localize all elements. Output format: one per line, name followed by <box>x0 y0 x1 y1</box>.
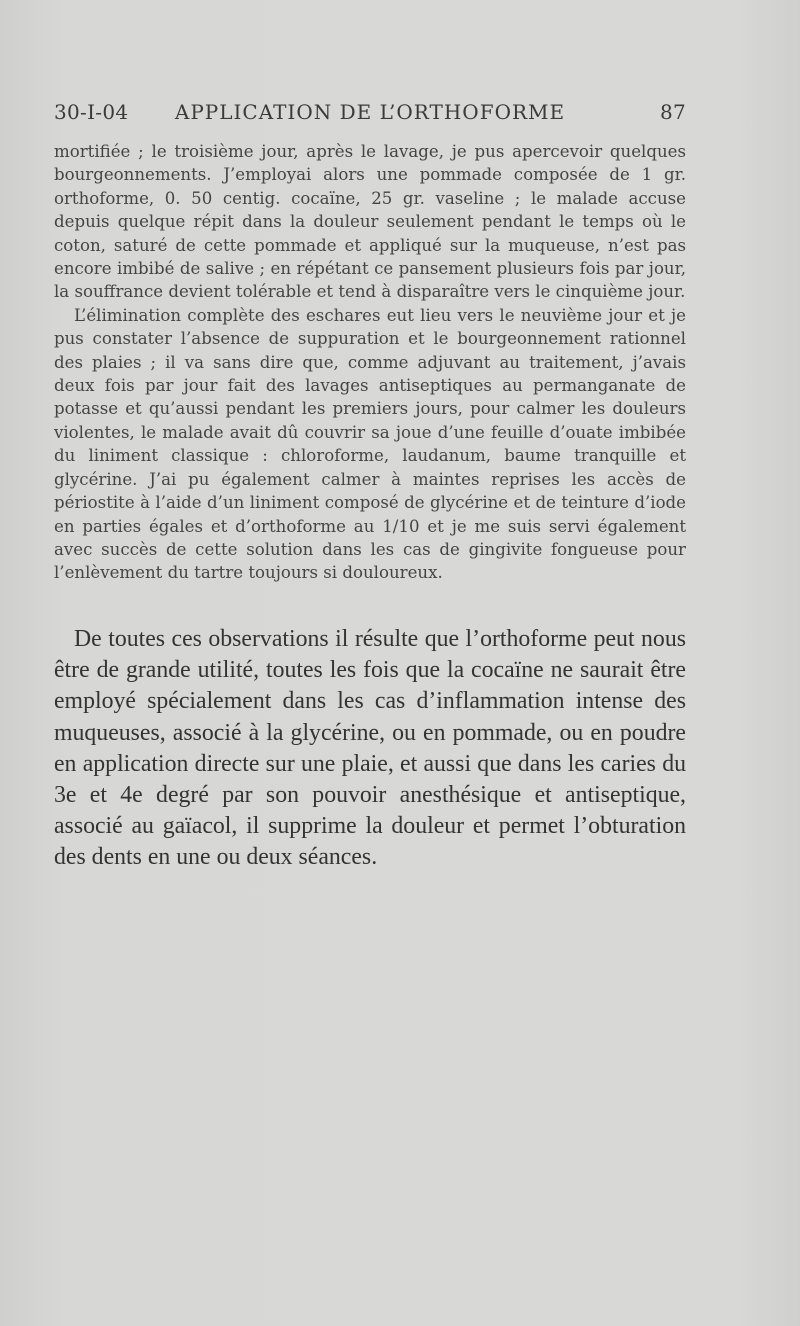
paragraph-elimination: L’élimination complète des eschares eut lieu vers le neuvième jour et je pus constater l’absence de suppuration et le bourgeonnement rationnel des plaies ; il va sans dire que, comme adjuvant au traitement, j’avais deux fois par jour fait des lavages antiseptiques au permanganate de potasse et qu’aussi pendant les premiers jours, pour calmer les douleurs violentes, le malade avait dû couvrir sa joue d’une feuille d’ouate imbibée du liniment classique : chloroforme, laudanum, baume tranquille et glycérine. J’ai pu également calmer à maintes reprises les accès de périostite à l’aide d’un liniment composé de glycérine et de teinture d’iode en parties égales et d’orthoforme au 1/10 et je me suis servi également avec succès de cette solution dans les cas de gingivite fongueuse pour l’enlèvement du tartre toujours si douloureux. <box>54 305 686 583</box>
running-head-date: 30-I-04 <box>54 100 129 124</box>
conclusion-paragraph: De toutes ces observations il résulte que l’orthoforme peut nous être de grande utilité, toutes les fois que la cocaïne ne saurait être employé spécialement dans les cas d’inflammation intense des muqueuses, associé à la glycérine, ou en pommade, ou en poudre en application directe sur une plaie, et aussi que dans les caries du 3e et 4e degré par son pouvoir anesthésique et antiseptique, associé au gaïacol, il supprime la douleur et permet l’obturation des dents en une ou deux séances. <box>54 626 686 871</box>
body-text <box>54 140 686 585</box>
conclusion-text <box>54 624 686 874</box>
paragraph-continued: mortifiée ; le troisième jour, après le lavage, je pus apercevoir quelques bourgeonnements. J’employai alors une pommade composée de 1 gr. orthoforme, 0. 50 centig. cocaïne, 25 gr. vaseline ; le malade accuse depuis quelque répit dans la douleur seulement pendant le temps où le coton, saturé de cette pommade et appliqué sur la muqueuse, n’est pas encore imbibé de salive ; en répétant ce pansement plusieurs fois par jour, la souffrance devient tolérable et tend à disparaître vers le cinquième jour. <box>54 142 686 302</box>
running-head <box>54 100 686 130</box>
running-head-title: APPLICATION DE L’ORTHOFORME <box>174 100 566 124</box>
page-number: 87 <box>659 100 686 124</box>
